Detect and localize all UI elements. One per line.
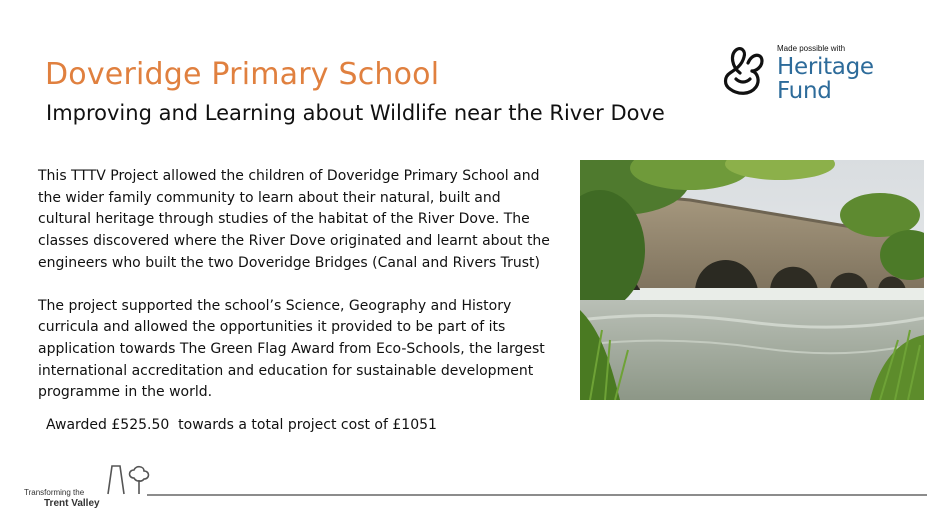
- tree-and-tower-icon: [84, 460, 154, 500]
- river-bridge-photo: [580, 160, 924, 400]
- made-possible-label: Made possible with: [777, 44, 846, 53]
- heritage-wordmark: Heritage: [777, 54, 874, 80]
- logo-line-1: Transforming the: [24, 488, 85, 497]
- award-statement: Awarded £525.50 towards a total project cost of £1051: [46, 417, 437, 433]
- footer-divider: [147, 494, 927, 496]
- trent-valley-logo: [24, 460, 164, 512]
- page-title: Doveridge Primary School: [45, 57, 440, 92]
- heritage-fund-logo: [718, 41, 893, 111]
- description-paragraph-2: The project supported the school’s Science, Geography and History curricula and allowed the opportunities it provided to be part of its application towards The Green Flag Award from Eco-Schools, the largest international accreditation and education for sustainable development programme in the world.: [38, 297, 545, 401]
- page-subtitle: Improving and Learning about Wildlife near the River Dove: [46, 101, 665, 125]
- description-paragraph-1: This TTTV Project allowed the children of Doveridge Primary School and the wider family community to learn about their natural, built and cultural heritage through studies of the habitat of the River Dove. The classes discovered where the River Dove originated and learnt about the engineers who built the two Doveridge Bridges (Canal and Rivers Trust): [38, 168, 550, 271]
- crossed-fingers-icon: [718, 43, 770, 105]
- logo-line-2: Trent Valley: [44, 498, 100, 509]
- fund-wordmark: Fund: [777, 78, 832, 104]
- project-description: [38, 166, 578, 404]
